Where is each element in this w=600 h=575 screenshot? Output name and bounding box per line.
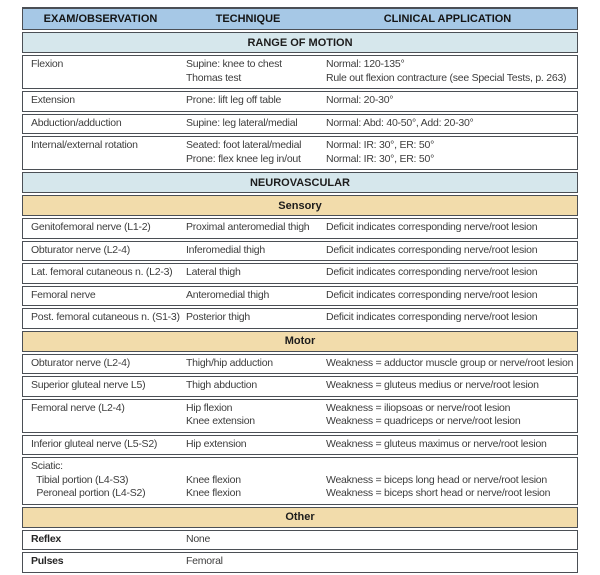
technique-cell — [178, 555, 318, 569]
application-cell — [318, 533, 577, 547]
table-row — [22, 457, 578, 505]
cell-line: Prone: lift leg off table — [186, 94, 282, 106]
application-cell — [318, 402, 577, 429]
table-row — [22, 218, 578, 239]
cell-line: Lat. femoral cutaneous n. (L2-3) — [31, 266, 173, 278]
exam-cell — [23, 289, 178, 303]
technique-cell — [178, 533, 318, 547]
cell-line: Seated: foot lateral/medial — [186, 139, 302, 151]
table-row — [22, 435, 578, 456]
cell-line: Thomas test — [186, 71, 242, 84]
application-cell — [318, 289, 577, 303]
cell-line: Knee extension — [186, 415, 255, 427]
cell-line: Hip extension — [186, 437, 247, 450]
table-row — [22, 376, 578, 397]
table-row — [22, 136, 578, 170]
cell-line: Weakness = biceps short head or nerve/root lesion — [326, 487, 551, 499]
cell-line — [326, 555, 577, 569]
table-row — [22, 114, 578, 135]
cell-line: Femoral nerve — [31, 288, 96, 301]
table-header-row — [22, 7, 578, 30]
application-cell — [318, 244, 577, 258]
cell-line: Lateral thigh — [186, 266, 241, 278]
cell-line: Rule out flexion contracture (see Special Tests, p. 263) — [326, 71, 567, 84]
technique-cell — [178, 139, 318, 166]
cell-line: Internal/external rotation — [31, 139, 138, 151]
cell-line: Knee flexion — [186, 473, 241, 486]
section-label: NEUROVASCULAR — [249, 176, 351, 189]
exam-cell — [23, 438, 178, 452]
cell-line: Inferior gluteal nerve (L5-S2) — [31, 437, 158, 450]
section-label: RANGE OF MOTION — [247, 36, 353, 49]
exam-cell — [23, 555, 178, 569]
application-cell — [318, 460, 577, 501]
table-row — [22, 354, 578, 375]
section-header — [22, 172, 578, 193]
exam-cell — [23, 402, 178, 416]
cell-line: Extension — [31, 94, 75, 106]
cell-line: Posterior thigh — [186, 311, 250, 323]
exam-cell — [23, 221, 178, 235]
table-row — [22, 55, 578, 89]
exam-cell — [23, 266, 178, 280]
cell-line — [186, 460, 318, 474]
table-row — [22, 286, 578, 307]
technique-cell — [178, 94, 318, 108]
exam-cell — [23, 58, 178, 72]
cell-line: Anteromedial thigh — [186, 288, 270, 301]
cell-line: Reflex — [31, 532, 62, 545]
technique-cell — [178, 58, 318, 85]
cell-line: Weakness = gluteus maximus or nerve/root lesion — [326, 437, 547, 450]
subsection-header — [22, 331, 578, 352]
column-header-clinical-application: CLINICAL APPLICATION — [383, 13, 512, 25]
cell-line: Supine: knee to chest — [186, 58, 282, 70]
cell-line: Deficit indicates corresponding nerve/root lesion — [326, 266, 538, 278]
table-rows — [22, 32, 578, 573]
cell-line: Weakness = gluteus medius or nerve/root lesion — [326, 379, 539, 391]
application-cell — [318, 94, 577, 108]
technique-cell — [178, 402, 318, 429]
cell-line: Deficit indicates corresponding nerve/root lesion — [326, 288, 538, 301]
table-row — [22, 552, 578, 573]
cell-line: Peroneal portion (L4-S2) — [31, 487, 146, 499]
cell-line: Proximal anteromedial thigh — [186, 221, 310, 233]
cell-line: Normal: Abd: 40-50°, Add: 20-30° — [326, 116, 474, 129]
cell-line: Supine: leg lateral/medial — [186, 116, 298, 129]
technique-cell — [178, 221, 318, 235]
cell-line: Knee flexion — [186, 487, 241, 499]
subsection-header — [22, 507, 578, 528]
exam-cell — [23, 311, 178, 325]
application-cell — [318, 379, 577, 393]
application-cell — [318, 58, 577, 85]
cell-line: Thigh abduction — [186, 379, 257, 391]
cell-line — [326, 533, 577, 547]
cell-line: Hip flexion — [186, 401, 233, 414]
cell-line: Normal: IR: 30°, ER: 50° — [326, 152, 435, 165]
table-row — [22, 308, 578, 329]
technique-cell — [178, 379, 318, 393]
cell-line: Femoral — [186, 555, 223, 567]
cell-line — [326, 460, 577, 474]
cell-line: Tibial portion (L4-S3) — [31, 473, 129, 486]
technique-cell — [178, 266, 318, 280]
cell-line: Deficit indicates corresponding nerve/root lesion — [326, 221, 538, 233]
cell-line: Abduction/adduction — [31, 116, 122, 129]
section-header — [22, 32, 578, 53]
exam-cell — [23, 357, 178, 371]
table-row — [22, 91, 578, 112]
cell-line: Genitofemoral nerve (L1-2) — [31, 221, 151, 233]
cell-line: Deficit indicates corresponding nerve/root lesion — [326, 243, 538, 256]
cell-line: Normal: IR: 30°, ER: 50° — [326, 139, 435, 151]
application-cell — [318, 266, 577, 280]
cell-line: Weakness = quadriceps or nerve/root lesion — [326, 415, 521, 427]
table-row — [22, 530, 578, 551]
technique-cell — [178, 311, 318, 325]
exam-cell — [23, 244, 178, 258]
cell-line: Weakness = adductor muscle group or nerve/root lesion — [326, 356, 574, 369]
cell-line: Inferomedial thigh — [186, 243, 265, 256]
cell-line: Obturator nerve (L2-4) — [31, 356, 130, 369]
technique-cell — [178, 357, 318, 371]
column-header-technique: TECHNIQUE — [215, 13, 281, 25]
cell-line: Pulses — [31, 555, 64, 567]
table-row — [22, 263, 578, 284]
cell-line: Obturator nerve (L2-4) — [31, 243, 130, 256]
hip-exam-table — [22, 7, 578, 575]
cell-line: None — [186, 532, 211, 545]
column-header-exam-observation: EXAM/OBSERVATION — [43, 13, 158, 25]
application-cell — [318, 357, 577, 371]
cell-line: Post. femoral cutaneous n. (S1-3) — [31, 311, 180, 323]
subsection-header — [22, 195, 578, 216]
exam-cell — [23, 139, 178, 153]
application-cell — [318, 117, 577, 131]
cell-line: Flexion — [31, 58, 64, 70]
cell-line: Thigh/hip adduction — [186, 356, 273, 369]
exam-cell — [23, 94, 178, 108]
cell-line: Prone: flex knee leg in/out — [186, 152, 301, 165]
exam-cell — [23, 460, 178, 501]
application-cell — [318, 555, 577, 569]
exam-cell — [23, 379, 178, 393]
application-cell — [318, 311, 577, 325]
technique-cell — [178, 438, 318, 452]
cell-line: Sciatic: — [31, 460, 63, 472]
application-cell — [318, 438, 577, 452]
cell-line: Deficit indicates corresponding nerve/root lesion — [326, 311, 538, 323]
exam-cell — [23, 117, 178, 131]
technique-cell — [178, 117, 318, 131]
table-row — [22, 399, 578, 433]
cell-line: Femoral nerve (L2-4) — [31, 401, 125, 414]
table-row — [22, 241, 578, 262]
application-cell — [318, 139, 577, 166]
exam-cell — [23, 533, 178, 547]
section-label: Motor — [284, 335, 316, 347]
cell-line: Normal: 20-30° — [326, 94, 394, 106]
section-label: Other — [285, 511, 315, 523]
technique-cell — [178, 244, 318, 258]
technique-cell — [178, 289, 318, 303]
section-label: Sensory — [278, 199, 322, 212]
technique-cell — [178, 460, 318, 501]
cell-line: Weakness = biceps long head or nerve/root lesion — [326, 473, 547, 486]
cell-line: Superior gluteal nerve L5) — [31, 379, 146, 391]
cell-line: Normal: 120-135° — [326, 58, 405, 70]
application-cell — [318, 221, 577, 235]
cell-line: Weakness = iliopsoas or nerve/root lesion — [326, 401, 511, 414]
